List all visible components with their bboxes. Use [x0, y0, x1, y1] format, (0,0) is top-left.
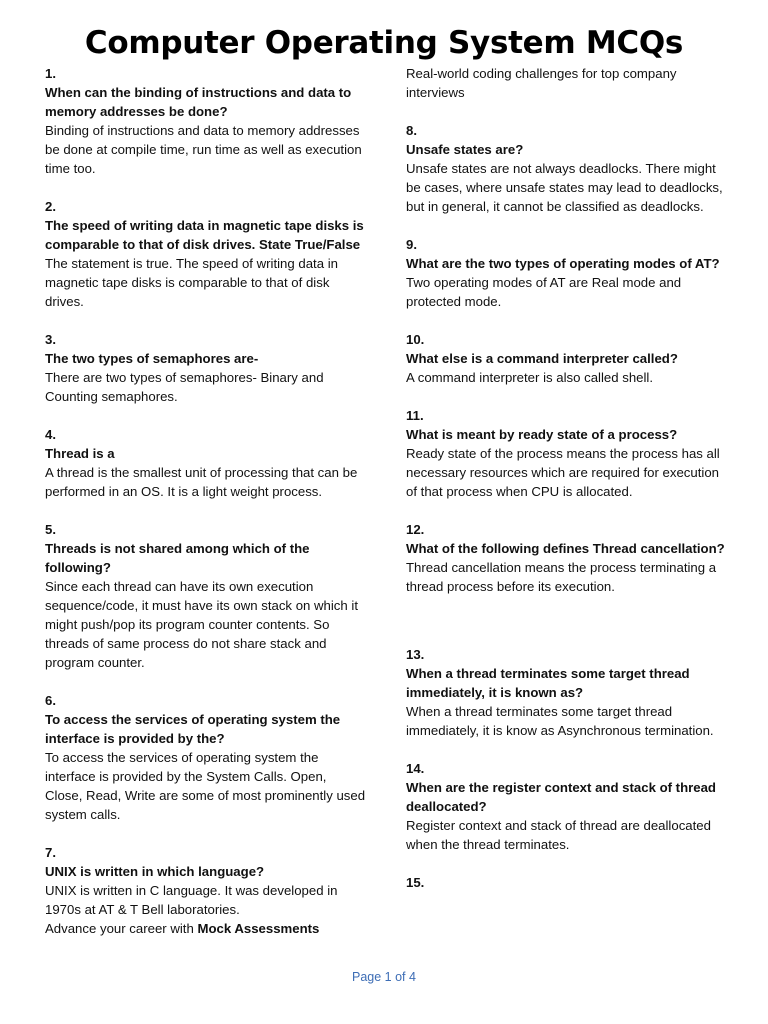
- mcq-item-10: [406, 330, 728, 387]
- answer-text: There are two types of semaphores- Binary and Counting semaphores.: [45, 370, 324, 404]
- mcq-item-8: [406, 121, 728, 216]
- mcq-item-7: [45, 843, 367, 938]
- answer-text: A thread is the smallest unit of processing that can be performed in an OS. It is a light weight process.: [45, 465, 358, 499]
- page-title: Computer Operating System MCQs: [84, 25, 684, 61]
- question-text: Threads is not shared among which of the following?: [45, 541, 310, 575]
- question-number: 3.: [45, 332, 56, 347]
- question-number-15: 15.: [406, 875, 425, 890]
- question-text: To access the services of operating system the interface is provided by the?: [45, 712, 341, 746]
- answer-text: When a thread terminates some target thread immediately, it is know as Asynchronous termination.: [406, 704, 714, 738]
- question-number: 8.: [406, 123, 417, 138]
- question-number: 9.: [406, 237, 417, 252]
- question-text: When are the register context and stack of thread deallocated?: [406, 780, 716, 814]
- question-number: 6.: [45, 693, 56, 708]
- question-text: Thread is a: [45, 446, 115, 461]
- question-text: When a thread terminates some target thread immediately, it is known as?: [406, 666, 690, 700]
- question-text: When can the binding of instructions and data to memory addresses be done?: [45, 85, 352, 119]
- mcq-item-2: [45, 197, 367, 311]
- question-number: 12.: [406, 522, 425, 537]
- question-text: What else is a command interpreter called?: [406, 351, 678, 366]
- question-number: 13.: [406, 647, 425, 662]
- promo-link[interactable]: Mock Assessments: [197, 921, 320, 936]
- question-text: The speed of writing data in magnetic tape disks is comparable to that of disk drives. State True/False: [45, 218, 364, 252]
- answer-text: To access the services of operating system the interface is provided by the System Calls. Open, Close, Read, Write are some of most prominently used system calls.: [45, 750, 366, 822]
- mcq-item-9: [406, 235, 728, 311]
- mcq-item-6: [45, 691, 367, 824]
- mcq-item-4: [45, 425, 367, 501]
- question-text: What are the two types of operating modes of AT?: [406, 256, 720, 271]
- mcq-item-1: [45, 64, 367, 178]
- mcq-item-5: [45, 520, 367, 672]
- answer-text: Register context and stack of thread are deallocated when the thread terminates.: [406, 818, 711, 852]
- answer-text: Unsafe states are not always deadlocks. There might be cases, where unsafe states may lead to deadlocks, but in general, it cannot be classified as deadlocks.: [406, 161, 723, 214]
- promo-continuation: Real-world coding challenges for top company interviews: [406, 66, 677, 100]
- question-number: 4.: [45, 427, 56, 442]
- mcq-item-13: [406, 645, 728, 740]
- question-number: 2.: [45, 199, 56, 214]
- answer-text: A command interpreter is also called shell.: [406, 370, 654, 385]
- question-text: What is meant by ready state of a process?: [406, 427, 678, 442]
- promo-line: [45, 919, 367, 938]
- question-number: 14.: [406, 761, 425, 776]
- question-number: 5.: [45, 522, 56, 537]
- answer-text: Thread cancellation means the process terminating a thread process before its execution.: [406, 560, 717, 594]
- question-text: What of the following defines Thread cancellation?: [406, 541, 725, 556]
- answer-text: Two operating modes of AT are Real mode and protected mode.: [406, 275, 682, 309]
- question-text: The two types of semaphores are-: [45, 351, 259, 366]
- question-number: 1.: [45, 66, 56, 81]
- mcq-item-11: [406, 406, 728, 501]
- question-text: UNIX is written in which language?: [45, 864, 265, 879]
- answer-text: The statement is true. The speed of writing data in magnetic tape disks is comparable to that of disk drives.: [45, 256, 338, 309]
- right-column: [406, 64, 728, 892]
- question-number: 11.: [406, 408, 424, 423]
- answer-text: Binding of instructions and data to memory addresses be done at compile time, run time as well as execution time too.: [45, 123, 362, 176]
- question-text: Unsafe states are?: [406, 142, 524, 157]
- mcq-item-14: [406, 759, 728, 854]
- promo-continuation-block: [406, 64, 728, 102]
- mcq-item-12: [406, 520, 728, 596]
- answer-text: Ready state of the process means the process has all necessary resources which are required for execution of that process when CPU is allocated.: [406, 446, 720, 499]
- mcq-item-3: [45, 330, 367, 406]
- answer-text: Since each thread can have its own execution sequence/code, it must have its own stack on which it might push/pop its program counter contents. So threads of same process do not share stack and program counter.: [45, 579, 358, 670]
- question-number: 7.: [45, 845, 56, 860]
- page-footer: Page 1 of 4: [352, 970, 416, 984]
- promo-prefix: Advance your career with: [45, 921, 198, 936]
- answer-text: UNIX is written in C language. It was developed in 1970s at AT & T Bell laboratories.: [45, 883, 338, 917]
- left-column: [45, 64, 367, 938]
- question-number: 10.: [406, 332, 425, 347]
